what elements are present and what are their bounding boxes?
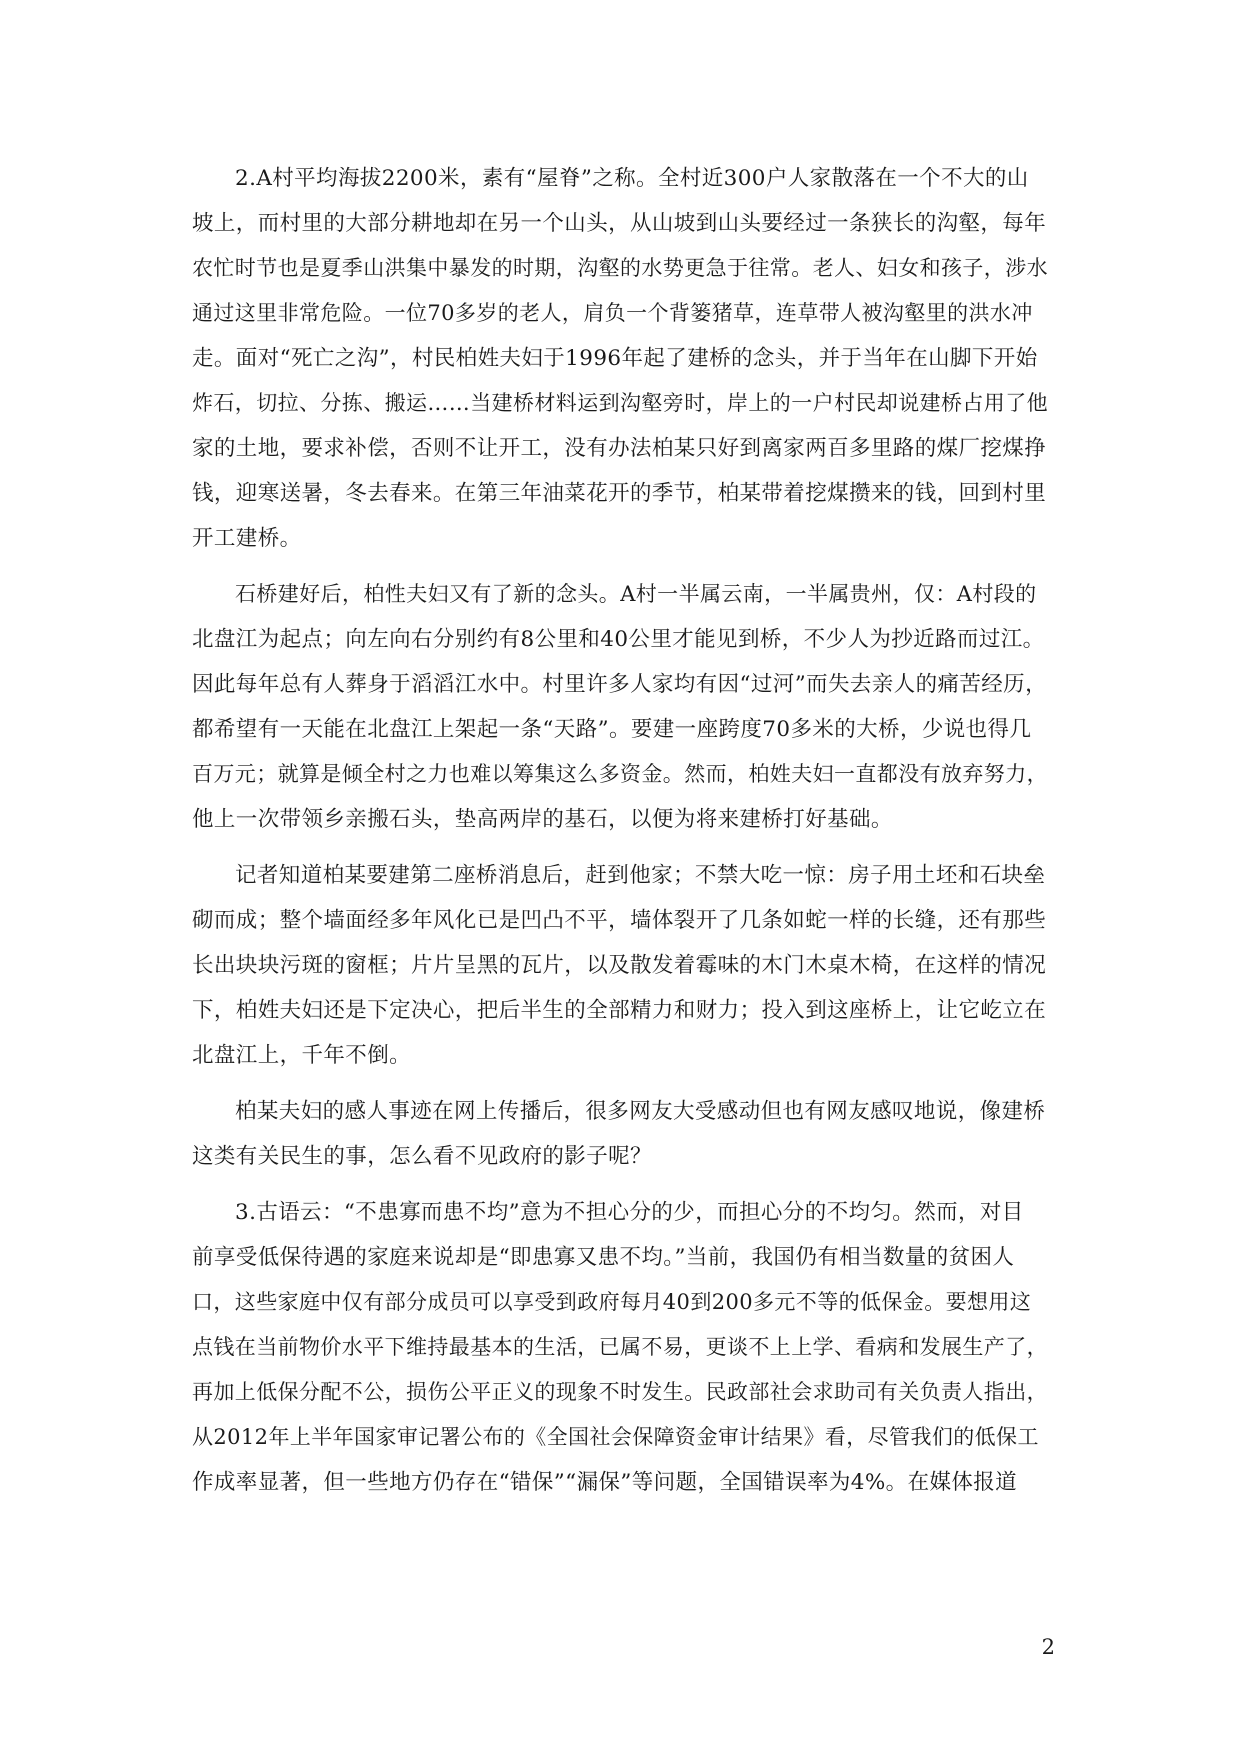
text-line: 坡上，而村里的大部分耕地却在另一个山头，从山坡到山头要经过一条狭长的沟壑，每年 bbox=[192, 211, 1047, 236]
text-line: 开工建桥。 bbox=[192, 526, 302, 551]
paragraph-gap bbox=[192, 842, 1049, 853]
text-line: 这类有关民生的事，怎么看不见政府的影子呢？ bbox=[192, 1144, 652, 1169]
paragraph-gap bbox=[192, 561, 1049, 572]
paragraph bbox=[192, 156, 1049, 561]
text-line: 农忙时节也是夏季山洪集中暴发的时期，沟壑的水势更急于往常。老人、妇女和孩子，涉水 bbox=[192, 256, 1048, 280]
text-line: 北盘江上，千年不倒。 bbox=[192, 1043, 412, 1068]
text-line: 百万元；就算是倾全村之力也难以筹集这么多资金。然而，柏姓夫妇一直都没有放弃努力， bbox=[192, 762, 1048, 786]
text-line: 都希望有一天能在北盘江上架起一条“天路”。要建一座跨度70多米的大桥，少说也得几 bbox=[192, 717, 1032, 742]
text-line: 北盘江为起点；向左向右分别约有8公里和40公里才能见到桥，不少人为抄近路而过江。 bbox=[192, 627, 1045, 652]
text-line: 下，柏姓夫妇还是下定决心，把后半生的全部精力和财力；投入到这座桥上，让它屹立在 bbox=[192, 998, 1047, 1023]
text-line: 作成率显著，但一些地方仍存在“错保”“漏保”等问题，全国错误率为4%。在媒体报道 bbox=[192, 1470, 1018, 1495]
text-line: 长出块块污斑的窗框；片片呈黑的瓦片，以及散发着霉味的木门木桌木椅，在这样的情况 bbox=[192, 953, 1047, 978]
text-line: 家的土地，要求补偿，否则不让开工，没有办法柏某只好到离家两百多里路的煤厂挖煤挣 bbox=[192, 436, 1047, 461]
text-line: 砌而成；整个墙面经多年风化已是凹凸不平，墙体裂开了几条如蛇一样的长缝，还有那些 bbox=[192, 908, 1047, 933]
text-line: 石桥建好后，柏性夫妇又有了新的念头。A村一半属云南，一半属贵州，仅：A村段的 bbox=[235, 582, 1037, 606]
text-line: 3.古语云：“不患寡而患不均”意为不担心分的少，而担心分的不均匀。然而，对目 bbox=[235, 1200, 1024, 1225]
text-line: 炸石，切拉、分拣、搬运……当建桥材料运到沟壑旁时，岸上的一户村民却说建桥占用了他 bbox=[192, 391, 1048, 415]
text-line: 2.A村平均海拔2200米，素有“屋脊”之称。全村近300户人家散落在一个不大的山 bbox=[235, 166, 1029, 191]
paragraph-gap bbox=[192, 1078, 1049, 1089]
text-line: 他上一次带领乡亲搬石头，垫高两岸的基石，以便为将来建桥打好基础。 bbox=[192, 807, 893, 832]
text-line: 口，这些家庭中仅有部分成员可以享受到政府每月40到200多元不等的低保金。要想用这 bbox=[192, 1290, 1032, 1314]
document-body bbox=[192, 156, 1049, 1505]
text-line: 前享受低保待遇的家庭来说却是“即患寡又患不均。”当前，我国仍有相当数量的贫困人 bbox=[192, 1245, 1015, 1270]
text-line: 再加上低保分配不公，损伤公平正义的现象不时发生。民政部社会求助司有关负责人指出， bbox=[192, 1380, 1048, 1404]
text-line: 走。面对“死亡之沟”，村民柏姓夫妇于1996年起了建桥的念头，并于当年在山脚下开始 bbox=[192, 346, 1038, 371]
text-line: 从2012年上半年国家审记署公布的《全国社会保障资金审计结果》看，尽管我们的低保工 bbox=[192, 1425, 1039, 1449]
text-line: 因此每年总有人葬身于滔滔江水中。村里许多人家均有因“过河”而失去亲人的痛苦经历， bbox=[192, 672, 1047, 697]
paragraph bbox=[192, 853, 1049, 1078]
paragraph bbox=[192, 572, 1049, 842]
text-line: 钱，迎寒送暑，冬去春来。在第三年油菜花开的季节，柏某带着挖煤攒来的钱，回到村里 bbox=[192, 481, 1047, 506]
text-line: 记者知道柏某要建第二座桥消息后，赶到他家；不禁大吃一惊：房子用土坯和石块垒 bbox=[235, 863, 1046, 888]
text-line: 通过这里非常危险。一位70多岁的老人，肩负一个背篓猪草，连草带人被沟壑里的洪水冲 bbox=[192, 301, 1033, 325]
page-number: 2 bbox=[1041, 1635, 1055, 1659]
text-line: 柏某夫妇的感人事迹在网上传播后，很多网友大受感动但也有网友感叹地说，像建桥 bbox=[235, 1099, 1046, 1124]
paragraph bbox=[192, 1089, 1049, 1179]
text-line: 点钱在当前物价水平下维持最基本的生活，已属不易，更谈不上上学、看病和发展生产了， bbox=[192, 1335, 1048, 1359]
paragraph-gap bbox=[192, 1179, 1049, 1190]
paragraph bbox=[192, 1190, 1049, 1505]
